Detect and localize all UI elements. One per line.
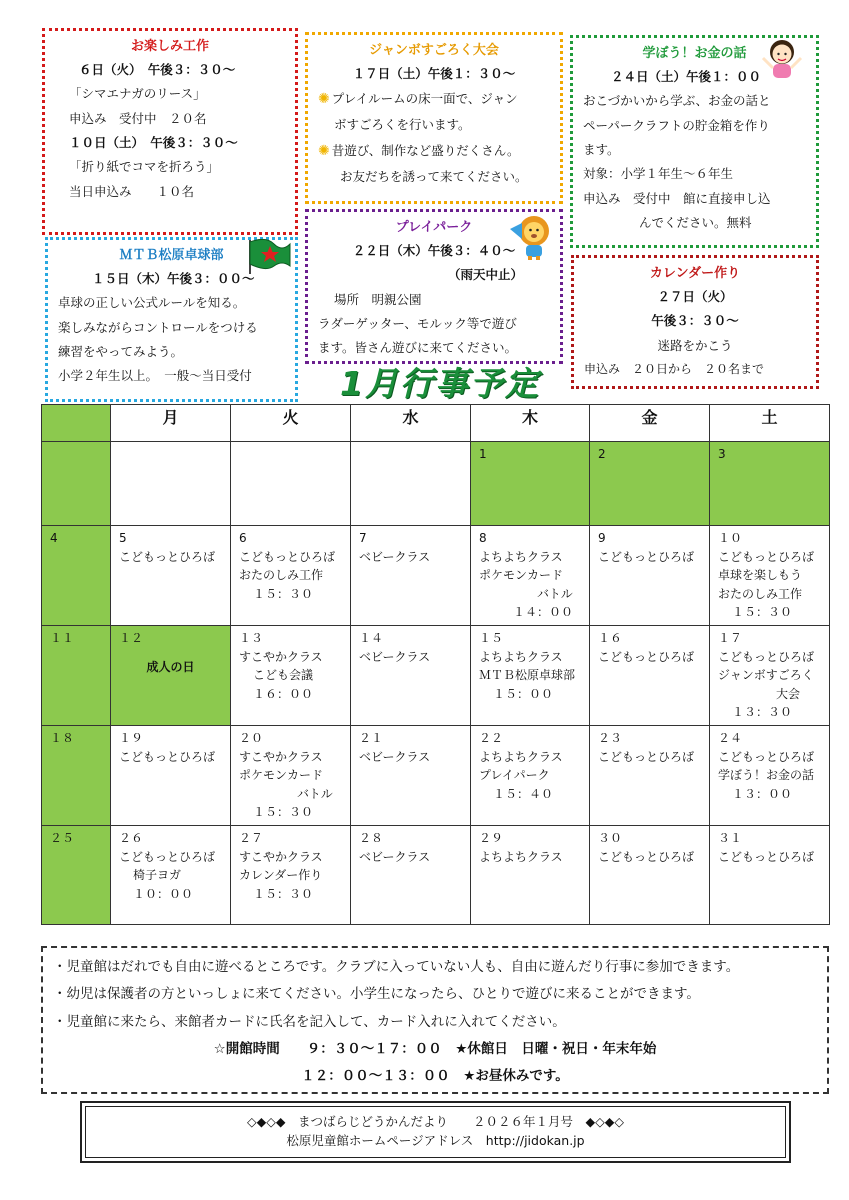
calendar-event: すこやかクラス: [239, 649, 323, 664]
calendar-day-cell-sat: [710, 526, 830, 626]
calendar-day-number: １１: [50, 630, 75, 645]
calendar-day-number: [239, 445, 342, 464]
calendar-day-cell-sat: [710, 625, 830, 725]
calendar-day-cell-sun: [42, 725, 111, 825]
calendar-event: ベビークラス: [359, 549, 431, 564]
calendar-event: すこやかクラス: [239, 849, 323, 864]
playpark-title: プレイパーク: [395, 220, 473, 235]
calendar-day-number: １７: [718, 630, 743, 645]
playpark-desc-2: ます。皆さん遊びに来てください。: [318, 340, 518, 356]
calendar-day-number: １４: [359, 630, 384, 645]
craft-title: お楽しみ工作: [130, 39, 209, 54]
calendar-event: １５：３０: [253, 586, 314, 601]
calendar-event: こどもっとひろば: [598, 749, 695, 764]
calendar-craft-date: ２７日（火）: [657, 288, 733, 304]
calendar-event: ベビークラス: [359, 849, 431, 864]
calendar-day-cell-sat: [710, 825, 830, 924]
calendar-event: ポケモンカード: [479, 568, 564, 583]
calendar-craft-theme: 迷路をかこう: [657, 337, 733, 353]
calendar-day-number: 2: [598, 447, 606, 461]
calendar-day-cell-tue: [231, 725, 351, 825]
calendar-event: 椅子ヨガ: [133, 868, 182, 883]
calendar-event: こどもっとひろば: [598, 549, 695, 564]
calendar-day-cell-tue: [231, 625, 351, 725]
calendar-day-number: 8: [479, 531, 487, 545]
calendar-day-number: ２７: [239, 830, 264, 845]
calendar-event: ＭＴＢ松原卓球部: [479, 668, 576, 683]
calendar-day-cell-mon: [111, 526, 231, 626]
calendar-day-number: 3: [718, 447, 726, 461]
calendar-craft-title: カレンダー作り: [649, 266, 741, 281]
event-calendar: [41, 404, 830, 925]
calendar-event: １０：００: [133, 886, 194, 901]
playpark-date: ２２日（木）午後３：４０～: [352, 242, 516, 258]
homepage-address: 松原児童館ホームページアドレス http://jidokan.jp: [286, 1133, 585, 1149]
calendar-event: １５：００: [493, 686, 554, 701]
info-box: [41, 946, 829, 1094]
month-title: 1月行事予定: [340, 364, 540, 403]
playpark-place: 場所 明親公園: [334, 291, 422, 307]
calendar-day-cell-tue: [231, 825, 351, 924]
tabletennis-desc-3: 練習をやってみよう。: [58, 343, 184, 359]
calendar-event: こどもっとひろば: [718, 549, 815, 564]
calendar-event: よちよちクラス: [479, 649, 563, 664]
money-desc-2: ペーパークラフトの貯金箱を作り: [583, 117, 770, 133]
calendar-event: よちよちクラス: [479, 749, 563, 764]
calendar-day-cell-sat: [710, 725, 830, 825]
calendar-event: １５：３０: [732, 605, 793, 620]
calendar-event: カレンダー作り: [239, 868, 323, 883]
calendar-event: ジャンボすごろく: [718, 668, 814, 683]
craft-date-1: ６日（火） 午後３：３０～: [79, 61, 236, 77]
money-signup-1: 申込み 受付中 館に直接申し込: [583, 190, 771, 206]
calendar-event: １５：３０: [253, 805, 314, 820]
calendar-day-cell-mon: [111, 825, 231, 924]
calendar-day-number: 4: [50, 531, 58, 545]
sugoroku-date: １７日（土）午後１：３０～: [352, 65, 516, 81]
sun-icon: ✺: [318, 91, 330, 108]
calendar-event: こどもっとひろば: [598, 849, 695, 864]
calendar-day-cell-wed: [351, 442, 471, 526]
calendar-event: １６：００: [253, 686, 314, 701]
calendar-day-number: ２６: [119, 830, 144, 845]
lion-icon: [508, 213, 554, 261]
calendar-event: こどもっとひろば: [718, 649, 815, 664]
craft-item-2: 「折り紙でコマを折ろう」: [69, 159, 220, 175]
calendar-day-number: 5: [119, 531, 127, 545]
sun-icon: ✺: [318, 142, 330, 159]
calendar-event: こどもっとひろば: [598, 649, 695, 664]
calendar-day-cell-sat: [710, 442, 830, 526]
calendar-event: １５：３０: [253, 886, 314, 901]
calendar-event: 学ぼう！お金の話: [718, 768, 815, 783]
calendar-event: ベビークラス: [359, 649, 431, 664]
calendar-day-cell-thu: [471, 625, 590, 725]
calendar-event: こどもっとひろば: [119, 549, 216, 564]
calendar-header-wed: 水: [351, 405, 471, 442]
sugoroku-desc-4: お友だちを誘って来てください。: [340, 169, 528, 185]
money-signup-2: んでください。無料: [639, 215, 752, 231]
calendar-day-number: ２９: [479, 830, 504, 845]
calendar-day-number: ３０: [598, 830, 623, 845]
money-desc-1: おこづかいから学ぶ、お金の話と: [583, 93, 771, 109]
calendar-event: こどもっとひろば: [718, 849, 815, 864]
calendar-day-cell-wed: [351, 625, 471, 725]
calendar-header-blank: [42, 405, 111, 442]
calendar-day-cell-tue: [231, 442, 351, 526]
calendar-day-cell-mon: [111, 725, 231, 825]
craft-box: [42, 28, 298, 235]
calendar-craft-box: [571, 255, 819, 389]
info-line-1: ・児童館はだれでも自由に遊べるところです。クラブに入っていない人も、自由に遊んだり行事に参加できます。: [53, 959, 740, 975]
calendar-day-number: １５: [479, 630, 504, 645]
calendar-event: すこやかクラス: [239, 749, 323, 764]
craft-signup-2: 当日申込み １０名: [69, 183, 195, 199]
calendar-event: こども会議: [253, 668, 314, 683]
calendar-event: 卓球を楽しもう: [718, 568, 803, 583]
craft-item-1: 「シマエナガのリース」: [69, 86, 206, 102]
footer-inner: [85, 1106, 786, 1158]
newsletter-title: ◇◆◇◆ まつばらじどうかんだより ２０２６年１月号 ◆◇◆◇: [247, 1114, 624, 1129]
calendar-event: １３：００: [732, 786, 793, 801]
calendar-day-number: ２４: [718, 730, 743, 745]
calendar-day-number: １０: [718, 531, 743, 545]
calendar-event: よちよちクラス: [479, 549, 563, 564]
calendar-header-row: [42, 405, 830, 442]
calendar-week-row: [42, 825, 830, 924]
craft-date-2: １０日（土） 午後３：３０～: [69, 134, 238, 150]
calendar-day-cell-thu: [471, 825, 590, 924]
calendar-week-row: [42, 442, 830, 526]
calendar-day-number: ２０: [239, 730, 264, 745]
calendar-day-cell-thu: [471, 442, 590, 526]
playpark-desc-1: ラダーゲッター、モルック等で遊び: [318, 315, 517, 331]
calendar-day-number: ２８: [359, 830, 384, 845]
calendar-day-cell-wed: [351, 725, 471, 825]
holiday-label: 成人の日: [146, 659, 195, 674]
lunch-break: １２：００～１３：００ ★お昼休みです。: [301, 1068, 569, 1085]
sugoroku-box: [305, 32, 563, 204]
calendar-day-cell-fri: [590, 825, 710, 924]
money-target: 対象：小学１年生～６年生: [583, 166, 734, 182]
calendar-day-cell-fri: [590, 442, 710, 526]
calendar-day-number: 6: [239, 531, 247, 545]
calendar-day-number: ２１: [359, 730, 384, 745]
calendar-week-row: [42, 526, 830, 626]
calendar-event: １３：３０: [732, 705, 793, 720]
info-line-2: ・幼児は保護者の方といっしょに来てください。小学生になったら、ひとりで遊びに来ることができます。: [53, 986, 700, 1003]
calendar-day-cell-sun: [42, 526, 111, 626]
calendar-event: こどもっとひろば: [119, 749, 216, 764]
sugoroku-desc-1: プレイルームの床一面で、ジャン: [331, 91, 518, 107]
calendar-day-cell-thu: [471, 725, 590, 825]
calendar-event: こどもっとひろば: [119, 849, 216, 864]
calendar-day-number: １９: [119, 730, 144, 745]
calendar-day-cell-fri: [590, 625, 710, 725]
tabletennis-title: ＭＴＢ松原卓球部: [119, 248, 224, 263]
calendar-day-number: １２: [119, 630, 144, 645]
craft-signup-1: 申込み 受付中 ２０名: [69, 110, 207, 126]
calendar-craft-signup: 申込み ２０日から ２０名まで: [584, 361, 765, 376]
calendar-craft-time: 午後３：３０～: [651, 313, 739, 329]
calendar-day-cell-wed: [351, 825, 471, 924]
tabletennis-desc-2: 楽しみながらコントロールをつける: [58, 319, 258, 335]
sugoroku-desc-2: ボすごろくを行います。: [334, 117, 471, 133]
calendar-day-number: ３１: [718, 830, 743, 845]
calendar-day-number: ２５: [50, 830, 75, 845]
calendar-week-row: [42, 625, 830, 725]
calendar-day-cell-mon: [111, 625, 231, 725]
tabletennis-target: 小学２年生以上。 一般～当日受付: [58, 368, 252, 384]
money-title: 学ぼう！お金の話: [642, 46, 747, 61]
tabletennis-date: １５日（木）午後３：００～: [92, 270, 255, 286]
calendar-event: 大会: [776, 686, 801, 701]
info-line-3: ・児童館に来たら、来館者カードに氏名を記入して、カード入れに入れてください。: [53, 1013, 566, 1030]
calendar-header-thu: 木: [471, 405, 590, 442]
calendar-event: １４：００: [513, 605, 574, 620]
calendar-event: ベビークラス: [359, 749, 431, 764]
calendar-day-cell-sun: [42, 442, 111, 526]
calendar-day-number: １３: [239, 630, 264, 645]
calendar-event: おたのしみ工作: [718, 586, 803, 601]
money-desc-3: ます。: [583, 141, 620, 157]
calendar-header-fri: 金: [590, 405, 710, 442]
calendar-day-cell-thu: [471, 526, 590, 626]
calendar-header-sat: 土: [710, 405, 830, 442]
tabletennis-desc-1: 卓球の正しい公式ルールを知る。: [58, 295, 246, 311]
calendar-day-cell-wed: [351, 526, 471, 626]
calendar-header-mon: 月: [111, 405, 231, 442]
calendar-event: よちよちクラス: [479, 849, 563, 864]
calendar-header-tue: 火: [231, 405, 351, 442]
sugoroku-desc-3: 昔遊び、制作など盛りだくさん。: [331, 142, 520, 158]
flag-icon: [246, 236, 294, 276]
calendar-day-cell-fri: [590, 725, 710, 825]
opening-hours: ☆開館時間 ９：３０～１７：００ ★休館日 日曜・祝日・年末年始: [213, 1040, 657, 1057]
playpark-rain: （雨天中止）: [448, 267, 524, 283]
calendar-day-cell-mon: [111, 442, 231, 526]
calendar-day-number: ２２: [479, 730, 504, 745]
calendar-day-number: [359, 445, 462, 464]
calendar-day-number: 1: [479, 447, 487, 461]
calendar-event: バトル: [537, 586, 573, 601]
calendar-week-row: [42, 725, 830, 825]
footer-box: [80, 1101, 791, 1163]
girl-icon: [760, 34, 804, 80]
calendar-day-cell-sun: [42, 625, 111, 725]
calendar-event: おたのしみ工作: [239, 568, 324, 583]
calendar-event: ポケモンカード: [239, 768, 324, 783]
calendar-day-number: ２３: [598, 730, 623, 745]
calendar-day-number: [50, 445, 102, 464]
money-date: ２４日（土）午後１：００: [611, 68, 762, 84]
calendar-day-cell-fri: [590, 526, 710, 626]
calendar-event: こどもっとひろば: [718, 749, 815, 764]
calendar-event: バトル: [297, 786, 333, 801]
calendar-day-number: １６: [598, 630, 623, 645]
calendar-event: プレイパーク: [479, 768, 550, 783]
calendar-day-cell-sun: [42, 825, 111, 924]
calendar-day-number: [119, 445, 222, 464]
sugoroku-title: ジャンボすごろく大会: [369, 43, 499, 58]
calendar-event: こどもっとひろば: [239, 549, 336, 564]
calendar-day-number: １８: [50, 730, 75, 745]
calendar-event: １５：４０: [493, 786, 554, 801]
calendar-day-cell-tue: [231, 526, 351, 626]
calendar-day-number: 9: [598, 531, 606, 545]
calendar-day-number: 7: [359, 531, 367, 545]
